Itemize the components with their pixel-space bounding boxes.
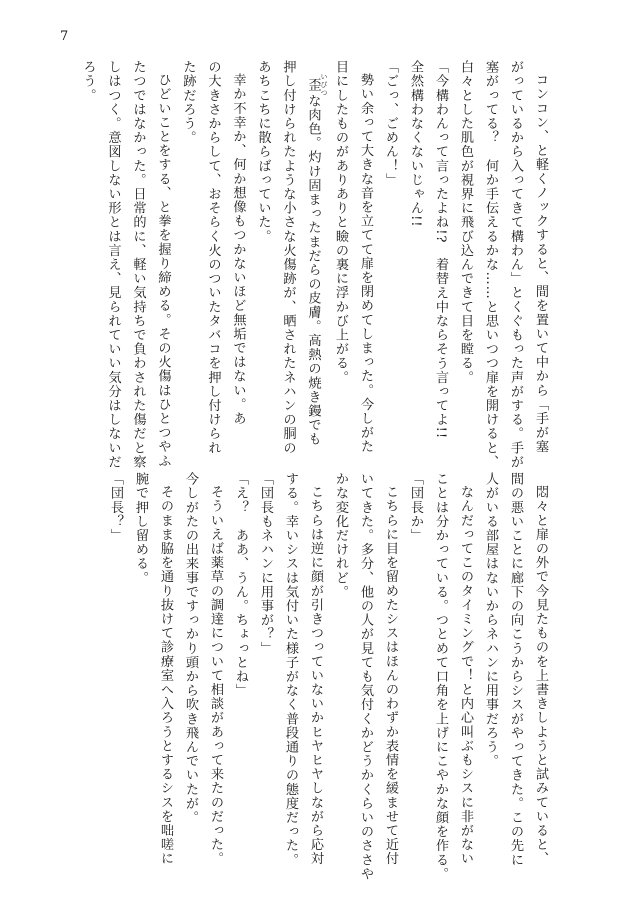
- text-line: の大きさからして、おそらく火のついたタバコを押し付けられ: [205, 60, 221, 455]
- text-line: ひどいことをする、と拳を握り締める。その火傷はひとつやふ: [155, 73, 171, 468]
- text-line: 白々とした肌色が視界に飛び込んできて目を瞠る。: [458, 60, 473, 385]
- text-line: こちらは逆に顔が引きつっていないかヒヤヒヤしながら応対: [308, 485, 323, 866]
- text-line: 「え？ ああ、うん。ちょっとね」: [233, 472, 248, 698]
- text-line: こちらに目を留めたシスはほんのわずか表情を緩ませて近付: [383, 485, 398, 866]
- text-line: する。幸いシスは気付いた様子がなく普段通りの態度だった。: [283, 472, 298, 867]
- page-number: 7: [60, 29, 69, 44]
- text-line: ろう。: [80, 60, 96, 103]
- text-line: 全然構わなくないじゃん!!: [408, 60, 423, 228]
- text-line: 悶々と扉の外で今見たものを上書きしようと試みていると、: [533, 485, 548, 866]
- text-line: た跡だろう。: [180, 60, 196, 145]
- text-line: 「団長か」: [408, 472, 423, 543]
- text-line: 塞がってる？ 何か手伝えるかな……と思いつつ扉を開けると、: [483, 60, 498, 469]
- text-line: 「今構わんって言ったよね!? 着替え中ならそう言ってよ!!: [433, 60, 448, 440]
- text-line: しはつく。意図しない形とは言え、見られていい気分はしないだ: [105, 60, 121, 469]
- ruby-word: 歪 いびつ: [305, 73, 328, 97]
- text-line: 間の悪いことに廊下の向こうからシスがやってきた。この先に: [508, 472, 523, 867]
- text-block-bottom: [73, 472, 553, 881]
- text-line: 目にしたものがありありと瞼の裏に浮かび上がる。: [333, 60, 348, 385]
- text-line: 勢い余って大きな音を立てて扉を閉めてしまった。今しがた: [358, 73, 373, 454]
- text-line: なんだってこのタイミングで！と内心叫ぶもシスに非がない: [458, 485, 473, 866]
- text-line: そういえば薬草の調達について相談があって来たのだった。: [208, 485, 223, 866]
- text-block-top: [63, 60, 553, 469]
- text-line: 「ごっ、ごめん！」: [383, 60, 398, 187]
- text-line: たつではなかった。日常的に、軽い気持ちで負わされた傷だと察: [130, 60, 146, 469]
- text-line: 押し付けられたような小さな火傷跡が、晒されたネハンの胴の: [280, 60, 296, 455]
- text-line: 「団長？」: [108, 472, 123, 543]
- text-line: 人がいる部屋はないからネハンに用事だろう。: [483, 472, 498, 769]
- text-line: がっているから入ってきて構わん」とくぐもった声がする。手が: [508, 60, 523, 469]
- text-line: あちこちに散らばっていた。: [255, 60, 271, 244]
- text-line: かな変化だけれど。: [333, 472, 348, 599]
- text-line: 腕で押し留める。: [133, 472, 148, 585]
- text-line: そのまま脇を通り抜けて診療室へ入ろうとするシスを咄嗟に: [158, 485, 173, 866]
- text-line-rest: な肉色。灼け固まったまだらの皮膚。高熱の焼き鏝でも: [305, 93, 321, 447]
- text-line: 今しがたの出来事ですっかり頭から吹き飛んでいたが。: [183, 472, 198, 825]
- text-line: いてきた。多分、他の人が見ても気付くかどうかくらいのささや: [358, 472, 373, 881]
- text-line: ことは分かっている。つとめて口角を上げにこやかな顔を作る。: [433, 472, 448, 881]
- text-line: 「団長もネハンに用事が？」: [258, 472, 273, 656]
- text-line-ruby: [301, 60, 329, 460]
- text-line: コンコン、と軽くノックすると、間を置いて中から「手が塞: [533, 73, 548, 454]
- text-line: 幸か不幸か、何か想像もつかないほど無垢ではない。あ: [230, 73, 246, 426]
